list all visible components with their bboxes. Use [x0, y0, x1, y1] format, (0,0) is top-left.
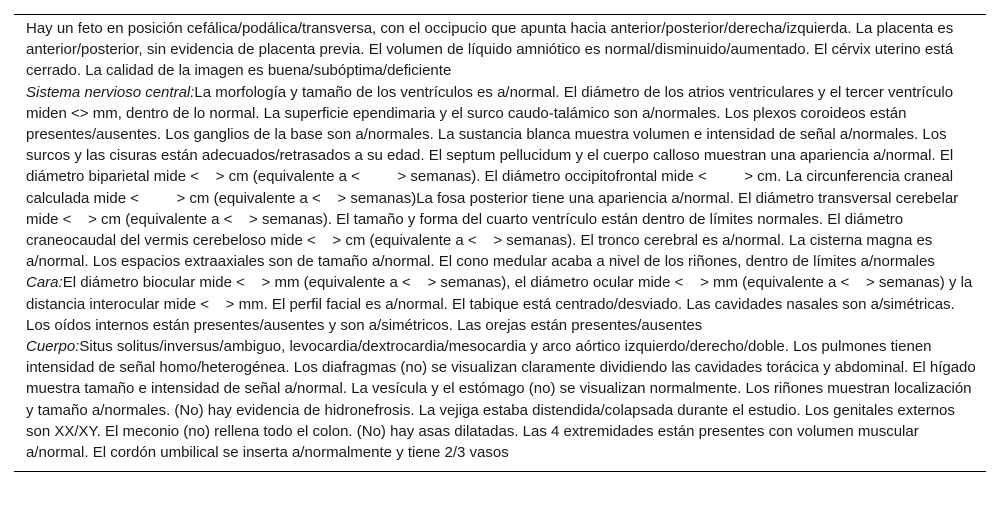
- cuerpo-paragraph: [26, 336, 976, 463]
- intro-paragraph: Hay un feto en posición cefálica/podálica/transversa, con el occipucio que apunta hacia anterior/posterior/derecha/izquierda. La placenta es anterior/posterior, sin evidencia de placenta previa. El volumen de líquido amniótico es normal/disminuido/aumentado. El cérvix uterino está cerrado. La calidad de la imagen es buena/subóptima/deficiente: [26, 20, 954, 80]
- report-cell: [14, 15, 986, 471]
- snc-section-title: Sistema nervioso central:: [26, 83, 195, 101]
- cuerpo-section-title: Cuerpo:: [26, 338, 80, 356]
- snc-section-text: La morfología y tamaño de los ventrículos es a/normal. El diámetro de los atrios ventriculares y el tercer ventrículo miden <> mm, dentro de lo normal. La superficie ependimaria y el surco caudo-talámico son a/normales. Los plexos coroideos están presentes/ausentes. Los ganglios de la base son a/normales. La sustancia blanca muestra volumen e intensidad de señal a/normales. Los surcos y las cisuras están adecuados/retrasados a su edad. El septum pellucidum y el cuerpo calloso muestran una apariencia a/normal. El diámetro biparietal mide < > cm (equivalente a < > semanas). El diámetro occipitofrontal mide < > cm. La circunferencia craneal calculada mide < > cm (equivalente a < > semanas)La fosa posterior tiene una apariencia a/normal. El diámetro transversal cerebelar mide < > cm (equivalente a < > semanas). El tamaño y forma del cuarto ventrículo están dentro de límites normales. El diámetro craneocaudal del vermis cerebeloso mide < > cm (equivalente a < > semanas). El tronco cerebral es a/normal. La cisterna magna es a/normal. Los espacios extraaxiales son de tamaño a/normal. El cono medular acaba a nivel de los riñones, dentro de límites a/normales: [26, 83, 959, 271]
- cuerpo-section-text: Situs solitus/inversus/ambiguo, levocardia/dextrocardia/mesocardia y arco aórtico izquierdo/derecho/doble. Los pulmones tienen intensidad de señal homo/heterogénea. Los diafragmas (no) se visualizan claramente dividiendo las cavidades torácica y abdominal. El hígado muestra tamaño e intensidad de señal a/normal. La vesícula y el estómago (no) se visualizan normalmente. Los riñones muestran localización y tamaño a/normales. (No) hay evidencia de hidronefrosis. La vejiga estaba distendida/colapsada durante el estudio. Los genitales externos son XX/XY. El meconio (no) rellena todo el colon. (No) hay asas dilatadas. Las 4 extremidades están presentes con volumen muscular a/normal. El cordón umbilical se inserta a/normalmente y tiene 2/3 vasos: [26, 338, 976, 462]
- cara-paragraph: [26, 272, 976, 336]
- cara-section-text: El diámetro biocular mide < > mm (equivalente a < > semanas), el diámetro ocular mide < > mm (equivalente a < > semanas) y la distancia interocular mide < > mm. El perfil facial es a/normal. El tabique está centrado/desviado. Las cavidades nasales son a/simétricas. Los oídos internos están presentes/ausentes y son a/simétricos. Las orejas están presentes/ausentes: [26, 274, 973, 334]
- report-table: [14, 14, 986, 472]
- snc-paragraph: [26, 82, 976, 273]
- cara-section-title: Cara:: [26, 274, 63, 292]
